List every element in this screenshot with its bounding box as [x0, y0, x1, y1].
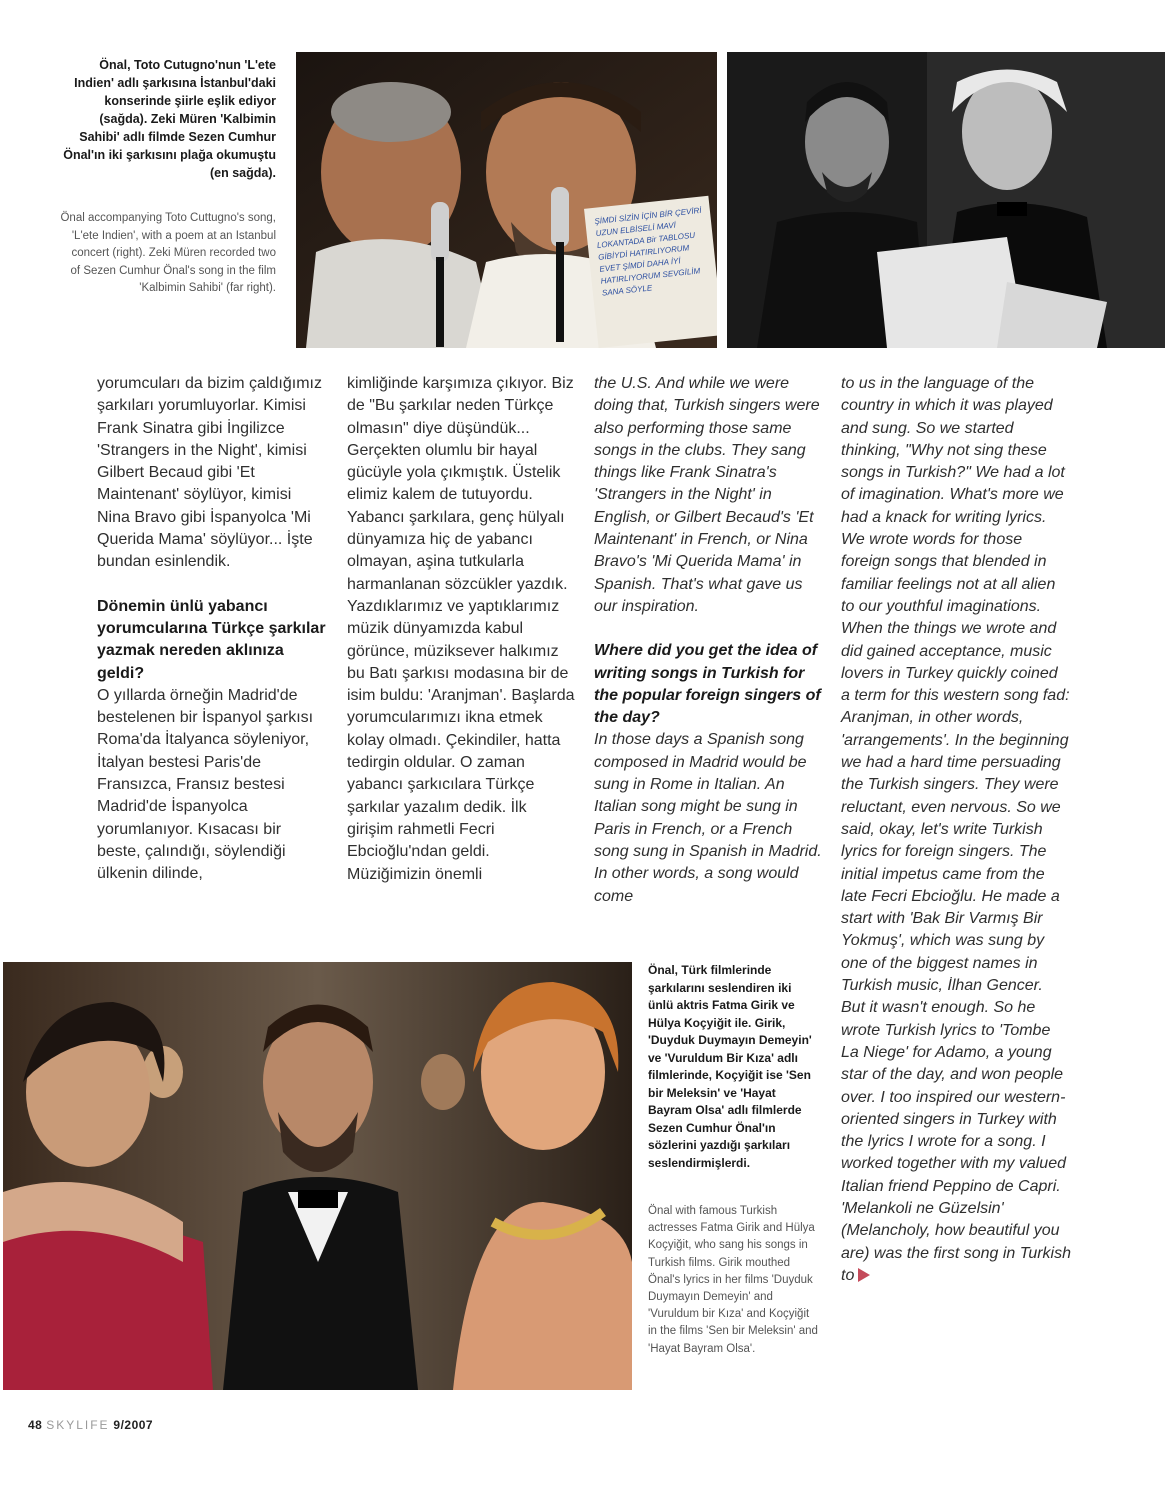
page-number: 48: [28, 1418, 43, 1432]
photo-actresses: [3, 962, 632, 1390]
col3-paragraph-2: In those days a Spanish song composed in Madrid would be sung in Rome in Italian. An Italian song might be sung in Paris in French, or a French song sung in Spanish in Madrid. In other words, a song would come: [594, 731, 822, 905]
col1-paragraph-2: O yıllarda örneğin Madrid'de bestelenen bir İspanyol şarkısı Roma'da İtalyanca söyleniyor, İtalyan bestesi Paris'de Fransızca, Fransız bestesi Madrid'de İspanyolca yorumlanıyor. Kısacası bir beste, çalındığı, söylendiği ülkenin dilinde,: [97, 686, 314, 883]
caption-bottom-english: Önal with famous Turkish actresses Fatma Girik and Hülya Koçyiğit, who sang his songs in Turkish films. Girik mouthed Önal's lyrics in her films 'Duyduk Duymayın Demeyin' and 'Vuruldum bir Kıza' and Koçyiğit in the films 'Sen bir Meleksin' and 'Hayat Bayram Olsa'.: [648, 1205, 818, 1355]
caption-top-turkish: Önal, Toto Cutugno'nun 'L'ete Indien' adlı şarkısına İstanbul'daki konserinde şiirle eşlik ediyor (sağda). Zeki Müren 'Kalbimin Sahibi' adlı filmde Sezen Cumhur Önal'ın iki şarkısını plağa okumuştu (en sağda).: [63, 58, 276, 180]
caption-top-english: Önal accompanying Toto Cuttugno's song, 'L'ete Indien', with a poem at an Istanbul concert (right). Zeki Müren recorded two of Sezen Cumhur Önal's song in the film 'Kalbimin Sahibi' (far right).: [60, 212, 276, 294]
column-4: [841, 373, 1071, 1287]
column-3: [594, 373, 824, 908]
col3-paragraph-1: the U.S. And while we were doing that, Turkish singers were also performing those same songs in the clubs. They sang things like Frank Sinatra's 'Strangers in the Night' in English, or Gilbert Becaud's 'Et Maintenant' in French, or Nina Bravo's 'Mi Querida Mama' in Spanish. That's what gave us our inspiration.: [594, 375, 820, 615]
column-2: [347, 373, 577, 886]
photo-concert: [296, 52, 717, 348]
continue-arrow-icon: [858, 1268, 870, 1282]
column-1: [97, 373, 327, 886]
col2-paragraph-1: kimliğinde karşımıza çıkıyor. Biz de "Bu şarkılar neden Türkçe olmasın" diye düşündük... Gerçekten olumlu bir hayal gücüyle yola çıkmıştık. Üstelik elimiz kalem de tutuyordu. Yabancı şarkılara, genç hülyalı dünyamıza hiç de yabancı olmayan, aşina tutkularla harmanlanan sözcükler yazdık. Yazdıklarımız ve yaptıklarımız müzik dünyamızda kabul görünce, müziksever halkımız bu Batı şarkısı modasına bir de isim buldu: 'Aranjman'. Başlarda yorumcularımızı ikna etmek kolay olmadı. Çekindiler, hatta tedirgin oldular. O zaman yabancı şarkıcılara Türkçe şarkılar yazalım dedik. İlk girişim rahmetli Fecri Ebcioğlu'ndan geldi. Müziğimizin önemli: [347, 375, 575, 883]
page-footer: [28, 1418, 153, 1432]
col1-paragraph-1: yorumcuları da bizim çaldığımız şarkıları yorumluyorlar. Kimisi Frank Sinatra gibi İngilizce 'Strangers in the Night', kimisi Gilbert Becaud gibi 'Et Maintenant' söylüyor, kimisi Nina Bravo gibi İspanyolca 'Mi Querida Mama' söylüyor... İşte bundan esinlendik.: [97, 375, 322, 571]
issue-date: 9/2007: [113, 1418, 154, 1432]
magazine-name: SKYLIFE: [46, 1418, 110, 1432]
handwritten-sign: ŞİMDİ SİZİN İÇİN BİR ÇEVİRİ UZUN ELBİSELİ MAVİ LOKANTADA Bir TABLOSU GİBİYDİ HATIRLIYORUM EVET ŞİMDİ DAHA İYİ HATIRLIYORUM SEVGİLİM SANA SÖYLE: [594, 205, 702, 298]
photo-zeki-muren: [727, 52, 1165, 348]
col4-paragraph-1: to us in the language of the country in which it was played and sung. So we started thinking, "Why not sing these songs in Turkish?" We had a lot of imagination. What's more we had a knack for writing lyrics. We wrote words for those foreign songs that blended in familiar feelings not at all alien to our youthful imaginations. When the things we wrote and did gained acceptance, music lovers in Turkey quickly coined a term for this western song fad: Aranjman, in other words, 'arrangements'. In the beginning we had a hard time persuading the Turkish singers. They were reluctant, even nervous. So we said, okay, let's write Turkish lyrics for foreign singers. The initial impetus came from the late Fecri Ebcioğlu. He made a start with 'Bak Bir Varmış Bir Yokmuş', which was sung by one of the biggest names in Turkish music, İlhan Gencer. But it wasn't enough. So he wrote Turkish lyrics to 'Tombe La Niege' for Adamo, a young star of the day, and won people over. I too inspired our western-oriented singers in Turkey with the lyrics I wrote for a song. I worked together with my valued Italian friend Peppino de Capri. 'Melankoli ne Güzelsin' (Melancholy, how beautiful you are) was the first song in Turkish to: [841, 375, 1072, 1284]
col1-question: Dönemin ünlü yabancı yorumcularına Türkçe şarkılar yazmak nereden aklınıza geldi?: [97, 597, 326, 682]
col3-question: Where did you get the idea of writing songs in Turkish for the popular foreign singers of the day?: [594, 642, 821, 727]
caption-bottom-turkish: Önal, Türk filmlerinde şarkılarını seslendiren iki ünlü aktris Fatma Girik ve Hülya Koçyiğit ile. Girik, 'Duyduk Duymayın Demeyin' ve 'Vuruldum Bir Kıza' adlı filmlerinde, Koçyiğit ise 'Sen bir Meleksin' ve 'Hayat Bayram Olsa' adlı filmlerde Sezen Cumhur Önal'ın sözlerini yazdığı şarkıları seslendirmişlerdi.: [648, 963, 812, 1170]
